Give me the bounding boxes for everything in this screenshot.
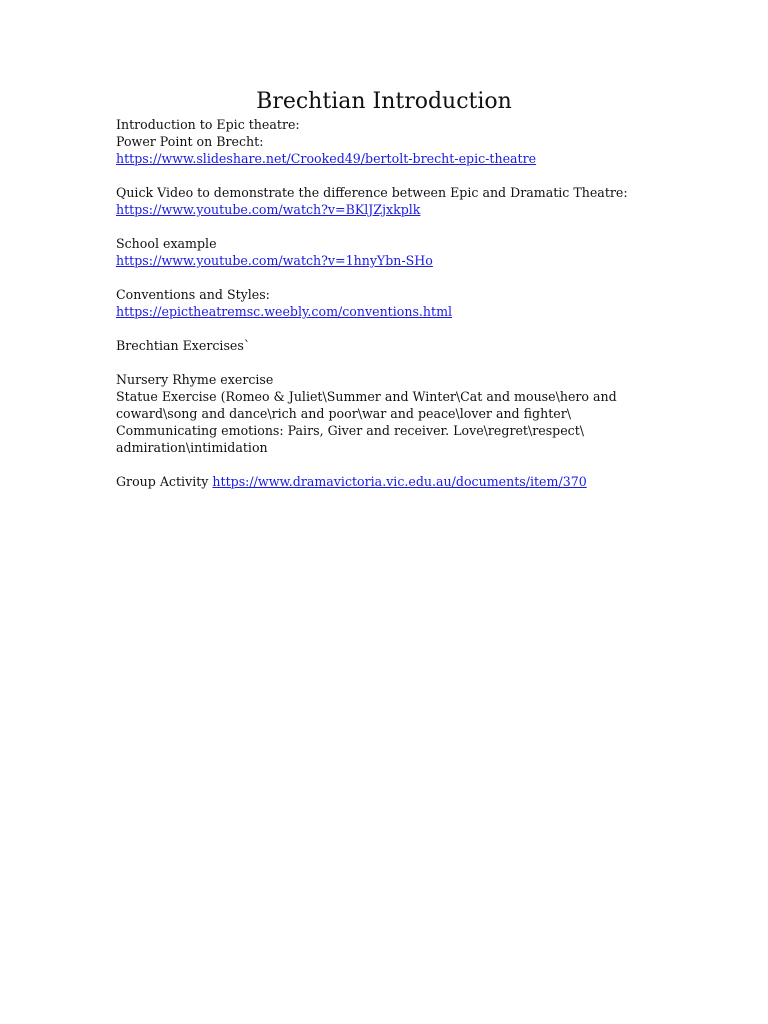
- powerpoint-label: Power Point on Brecht:: [116, 134, 264, 149]
- powerpoint-link[interactable]: https://www.slideshare.net/Crooked49/bertolt-brecht-epic-theatre: [116, 151, 537, 166]
- video-link[interactable]: https://www.youtube.com/watch?v=BKlJZjxkplk: [116, 202, 421, 217]
- video-label: Quick Video to demonstrate the difference between Epic and Dramatic Theatre:: [116, 185, 628, 200]
- statue-exercise-line-1: Statue Exercise (Romeo & Juliet\Summer and Winter\Cat and mouse\hero and: [116, 389, 617, 404]
- school-label: School example: [116, 236, 217, 251]
- intro-heading: Introduction to Epic theatre:: [116, 117, 300, 132]
- group-activity-link[interactable]: https://www.dramavictoria.vic.edu.au/documents/item/370: [212, 474, 587, 489]
- communicating-emotions-line-2: admiration\intimidation: [116, 440, 268, 455]
- video-line: [116, 201, 676, 218]
- statue-exercise-line-2: coward\song and dance\rich and poor\war and peace\lover and fighter\: [116, 406, 571, 421]
- exercises-heading: Brechtian Exercises`: [116, 338, 251, 353]
- communicating-emotions-line-1: Communicating emotions: Pairs, Giver and receiver. Love\regret\respect\: [116, 423, 585, 438]
- spacer: [116, 218, 676, 235]
- conventions-link[interactable]: https://epictheatremsc.weebly.com/conventions.html: [116, 304, 453, 319]
- nursery-rhyme-exercise: Nursery Rhyme exercise: [116, 372, 274, 387]
- group-activity-line: [116, 473, 676, 490]
- conventions-line: [116, 303, 676, 320]
- page-title: Brechtian Introduction: [256, 89, 512, 114]
- spacer: [116, 269, 676, 286]
- spacer: [116, 167, 676, 184]
- spacer: [116, 320, 676, 337]
- powerpoint-line: [116, 150, 676, 167]
- school-line: [116, 252, 676, 269]
- spacer: [116, 354, 676, 371]
- group-activity-label: Group Activity: [116, 474, 209, 489]
- spacer: [116, 456, 676, 473]
- document-body: [116, 116, 676, 490]
- school-link[interactable]: https://www.youtube.com/watch?v=1hnyYbn-SHo: [116, 253, 433, 268]
- conventions-label: Conventions and Styles:: [116, 287, 270, 302]
